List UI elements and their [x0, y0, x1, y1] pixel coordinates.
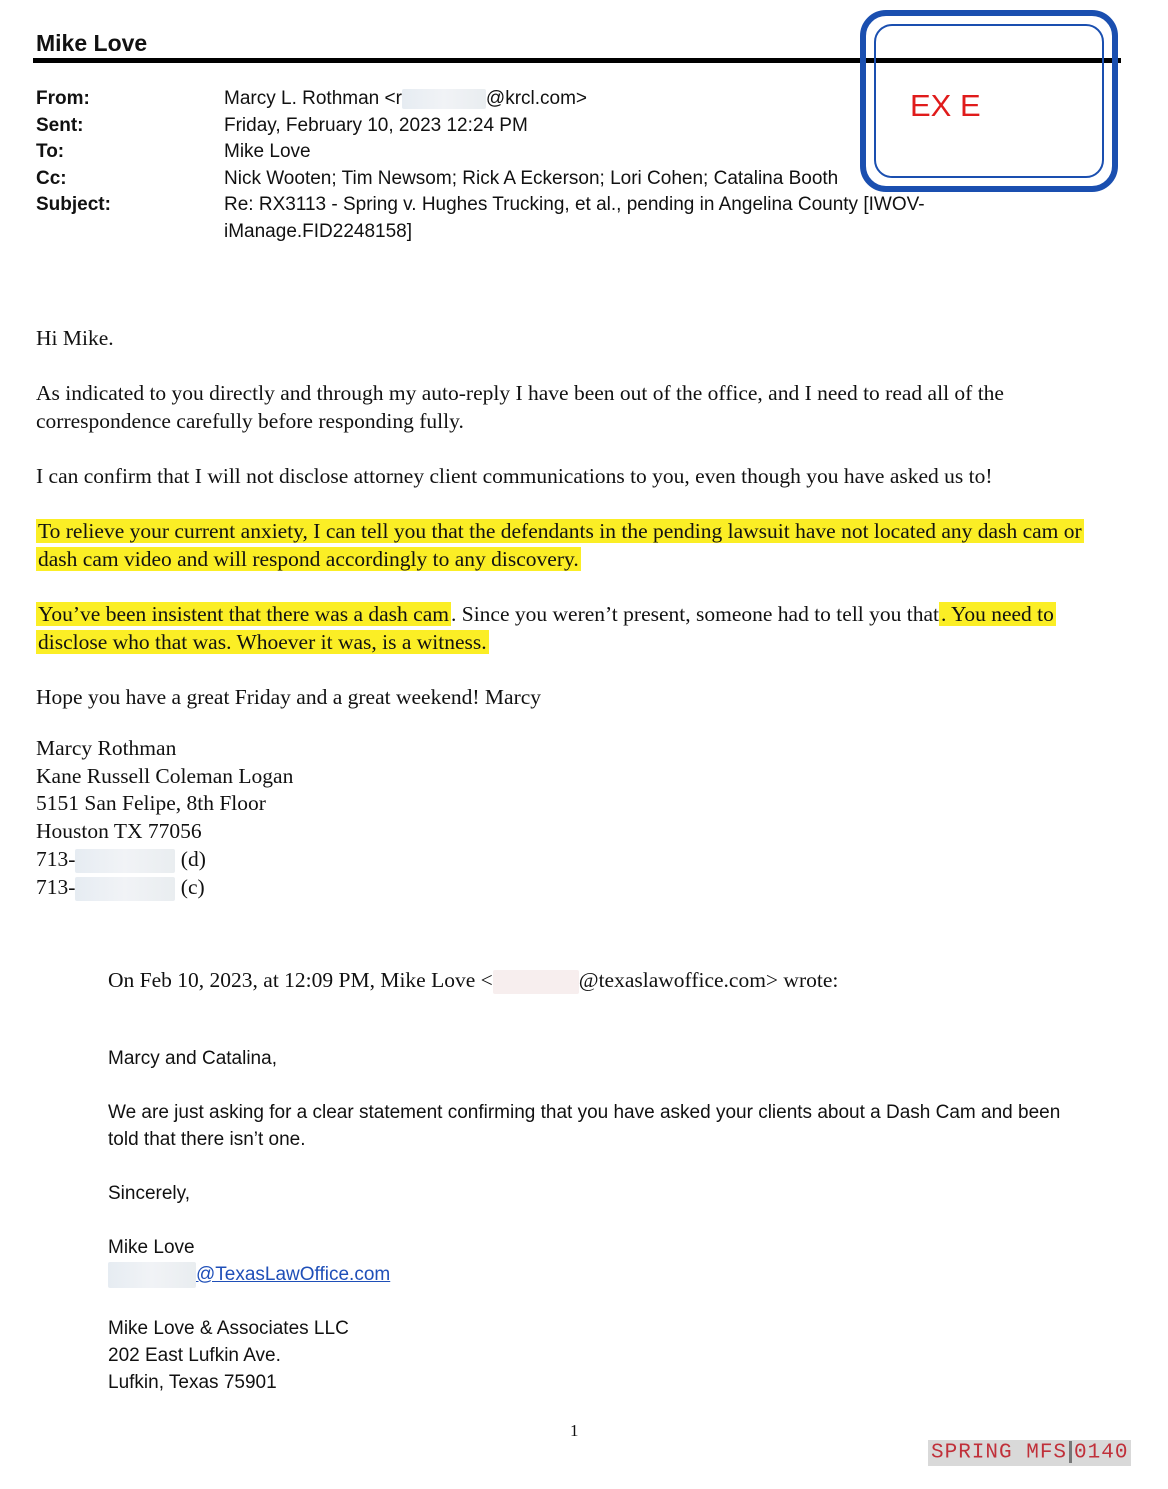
cc-value: Nick Wooten; Tim Newsom; Rick A Eckerson; Lori Cohen; Catalina Booth [224, 167, 839, 189]
phone-prefix: 713- [36, 846, 76, 871]
quoted-body: We are just asking for a clear statement confirming that you have asked your clients about a Dash Cam and been told that there isn’t one. [108, 1102, 1061, 1150]
highlighted-text: . You need to disclose who that was. Whoever it was, is a witness. [38, 602, 1054, 654]
signature-name: Marcy Rothman [36, 736, 177, 760]
to-value: Mike Love [224, 141, 311, 162]
email-link[interactable]: @TexasLawOffice.com [196, 1264, 391, 1285]
signature-phone-cell [36, 874, 293, 902]
unhighlighted-text: . Since you weren’t present, someone had to tell you that [451, 602, 940, 626]
redaction-block [108, 1262, 196, 1288]
to-label: To: [36, 141, 65, 162]
signature-firm: Kane Russell Coleman Logan [36, 763, 294, 788]
reply-closing: Hope you have a great Friday and a great weekend! Marcy [36, 685, 542, 709]
bates-separator [1069, 1441, 1072, 1463]
signature-phone-direct [36, 846, 293, 874]
attribution-end: @texaslawoffice.com> wrote: [578, 968, 839, 992]
quoted-greeting: Marcy and Catalina, [108, 1048, 277, 1069]
highlighted-text: You’ve been insistent that there was a dash cam [38, 602, 449, 626]
reply-greeting: Hi Mike. [36, 326, 114, 350]
from-domain: @krcl.com> [485, 88, 588, 109]
phone-prefix: 713- [36, 874, 76, 899]
redaction-block [493, 970, 579, 994]
quoted-closing: Sincerely, [108, 1183, 191, 1204]
subject-value: Re: RX3113 - Spring v. Hughes Trucking, et al., pending in Angelina County [IWOV-iManage.FID2248158] [224, 194, 925, 242]
highlighted-paragraph [36, 517, 1126, 573]
from-label: From: [36, 88, 90, 109]
redaction-block [75, 849, 175, 873]
bates-number: 0140 [1074, 1441, 1129, 1465]
quoted-street: 202 East Lufkin Ave. [108, 1345, 281, 1366]
quoted-message [108, 1045, 1068, 1396]
email-header [36, 86, 996, 245]
bates-prefix: SPRING MFS [931, 1441, 1068, 1465]
exhibit-label: EX E [910, 88, 981, 123]
sent-row [36, 113, 996, 140]
from-value [224, 86, 996, 113]
bates-stamp [928, 1440, 1131, 1466]
sent-label: Sent: [36, 114, 84, 136]
reply-paragraph: As indicated to you directly and through my auto-reply I have been out of the office, and I need to read all of the correspondence carefully before responding fully. [36, 381, 1004, 433]
cc-label: Cc: [36, 167, 67, 189]
cc-row [36, 166, 996, 193]
from-row [36, 86, 996, 113]
quoted-email-line [108, 1261, 1068, 1288]
mailbox-owner-name: Mike Love [36, 30, 148, 56]
signature-city: Houston TX 77056 [36, 819, 202, 844]
reply-paragraph: I can confirm that I will not disclose attorney client communications to you, even though you have asked us to! [36, 464, 993, 488]
sent-value: Friday, February 10, 2023 12:24 PM [224, 114, 528, 136]
from-name: Marcy L. Rothman <r [224, 88, 402, 109]
attribution-start: On Feb 10, 2023, at 12:09 PM, Mike Love < [108, 968, 493, 992]
signature-street: 5151 San Felipe, 8th Floor [36, 791, 266, 816]
quoted-firm: Mike Love & Associates LLC [108, 1318, 349, 1339]
to-row [36, 139, 996, 166]
highlighted-paragraph [36, 600, 1126, 656]
sender-signature [36, 735, 293, 901]
subject-label: Subject: [36, 194, 111, 215]
quoted-city: Lufkin, Texas 75901 [108, 1372, 277, 1393]
quoted-signature-name: Mike Love [108, 1237, 195, 1258]
page-number: 1 [570, 1421, 579, 1440]
phone-suffix: (c) [180, 874, 205, 899]
highlighted-text: To relieve your current anxiety, I can tell you that the defendants in the pending lawsuit have not located any dash cam or dash cam video and will respond accordingly to any discovery. [38, 519, 1082, 571]
quoted-attribution [108, 966, 838, 994]
redaction-block [75, 877, 175, 901]
phone-suffix: (d) [180, 846, 206, 871]
reply-body [36, 324, 1126, 738]
subject-row [36, 192, 996, 245]
redaction-block [402, 89, 486, 109]
